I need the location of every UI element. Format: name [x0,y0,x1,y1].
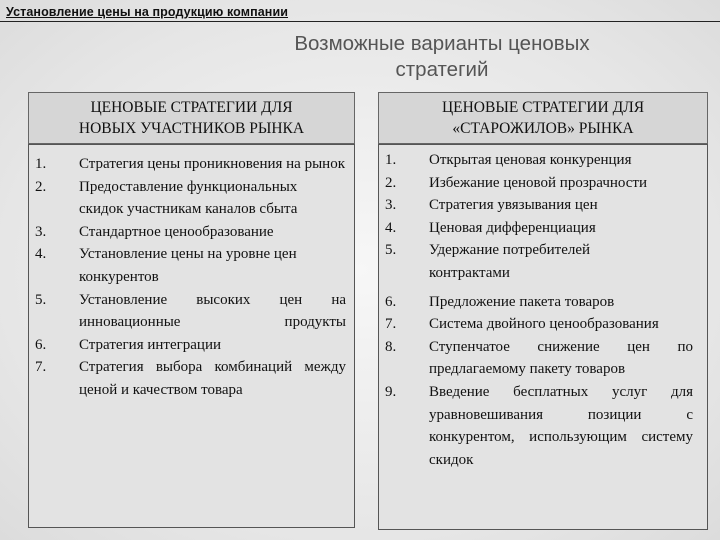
item-number: 6. [385,293,397,310]
item-number: 2. [385,174,397,191]
item-number: 7. [385,316,397,333]
list-item [29,334,354,357]
list-item [379,149,707,172]
item-number: 3. [385,197,397,214]
list-item [29,221,354,244]
heading-line-2: стратегий [395,58,489,81]
item-number: 7. [35,359,47,376]
item-number: 5. [385,242,397,259]
left-header-line-2: НОВЫХ УЧАСТНИКОВ РЫНКА [78,120,305,137]
item-number: 9. [385,383,397,400]
item-number: 6. [35,336,47,353]
list-item [379,313,707,336]
list-item [379,172,707,195]
list-item [29,289,354,334]
item-text: Стандартное ценообразование [79,223,274,240]
heading-line-1: Возможные варианты ценовых [294,32,590,55]
slide-heading [262,31,622,83]
item-text: Ценовая дифференциация [429,219,596,236]
list-item [379,381,707,471]
list-item [379,291,707,314]
right-header-line-2: «СТАРОЖИЛОВ» РЫНКА [452,120,634,137]
item-number: 5. [35,291,47,308]
item-number: 4. [385,219,397,236]
right-column-list [378,144,708,530]
item-text: Установление высоких цен на инновационные продукты [79,291,346,331]
item-number: 1. [385,152,397,168]
item-number: 3. [35,223,47,240]
list-item [379,194,707,217]
list-item [379,217,707,240]
right-header-line-1: ЦЕНОВЫЕ СТРАТЕГИИ ДЛЯ [441,99,645,116]
item-number: 8. [385,338,397,355]
item-text: Установление цены на уровне цен конкурентов [79,246,297,285]
item-text: Предоставление функциональных скидок участникам каналов сбыта [79,178,298,218]
item-text: Стратегия интеграции [79,336,222,353]
list-item [29,243,354,288]
item-number: 2. [35,178,47,195]
left-header-line-1: ЦЕНОВЫЕ СТРАТЕГИИ ДЛЯ [90,99,293,116]
item-text: Введение бесплатных услуг для уравновешивания позиции с конкурентом, использующим систему скидок [429,383,693,468]
item-text: Избежание ценовой прозрачности [429,174,647,191]
item-text: Удержание потребителей контрактами [429,242,591,281]
left-column-header [28,92,355,144]
list-item [29,356,354,401]
item-number: 4. [35,246,47,263]
item-number: 1. [35,156,47,172]
list-item [29,153,354,176]
left-column-list [28,144,355,528]
list-item [379,336,707,381]
item-text: Стратегия цены проникновения на рынок [79,156,345,172]
item-text: Стратегия выбора комбинаций между ценой и качеством товара [79,359,346,398]
item-text: Предложение пакета товаров [429,293,615,310]
item-text: Открытая ценовая конкуренция [429,152,632,168]
right-column-header [378,92,708,144]
item-text: Ступенчатое снижение цен по предлагаемому пакету товаров [429,338,693,378]
item-text: Стратегия увязывания цен [429,197,598,214]
slide-top-title: Установление цены на продукцию компании [6,5,289,19]
item-text: Система двойного ценообразования [429,316,659,333]
list-item [379,239,707,284]
list-item [29,176,354,221]
top-divider [0,21,720,22]
